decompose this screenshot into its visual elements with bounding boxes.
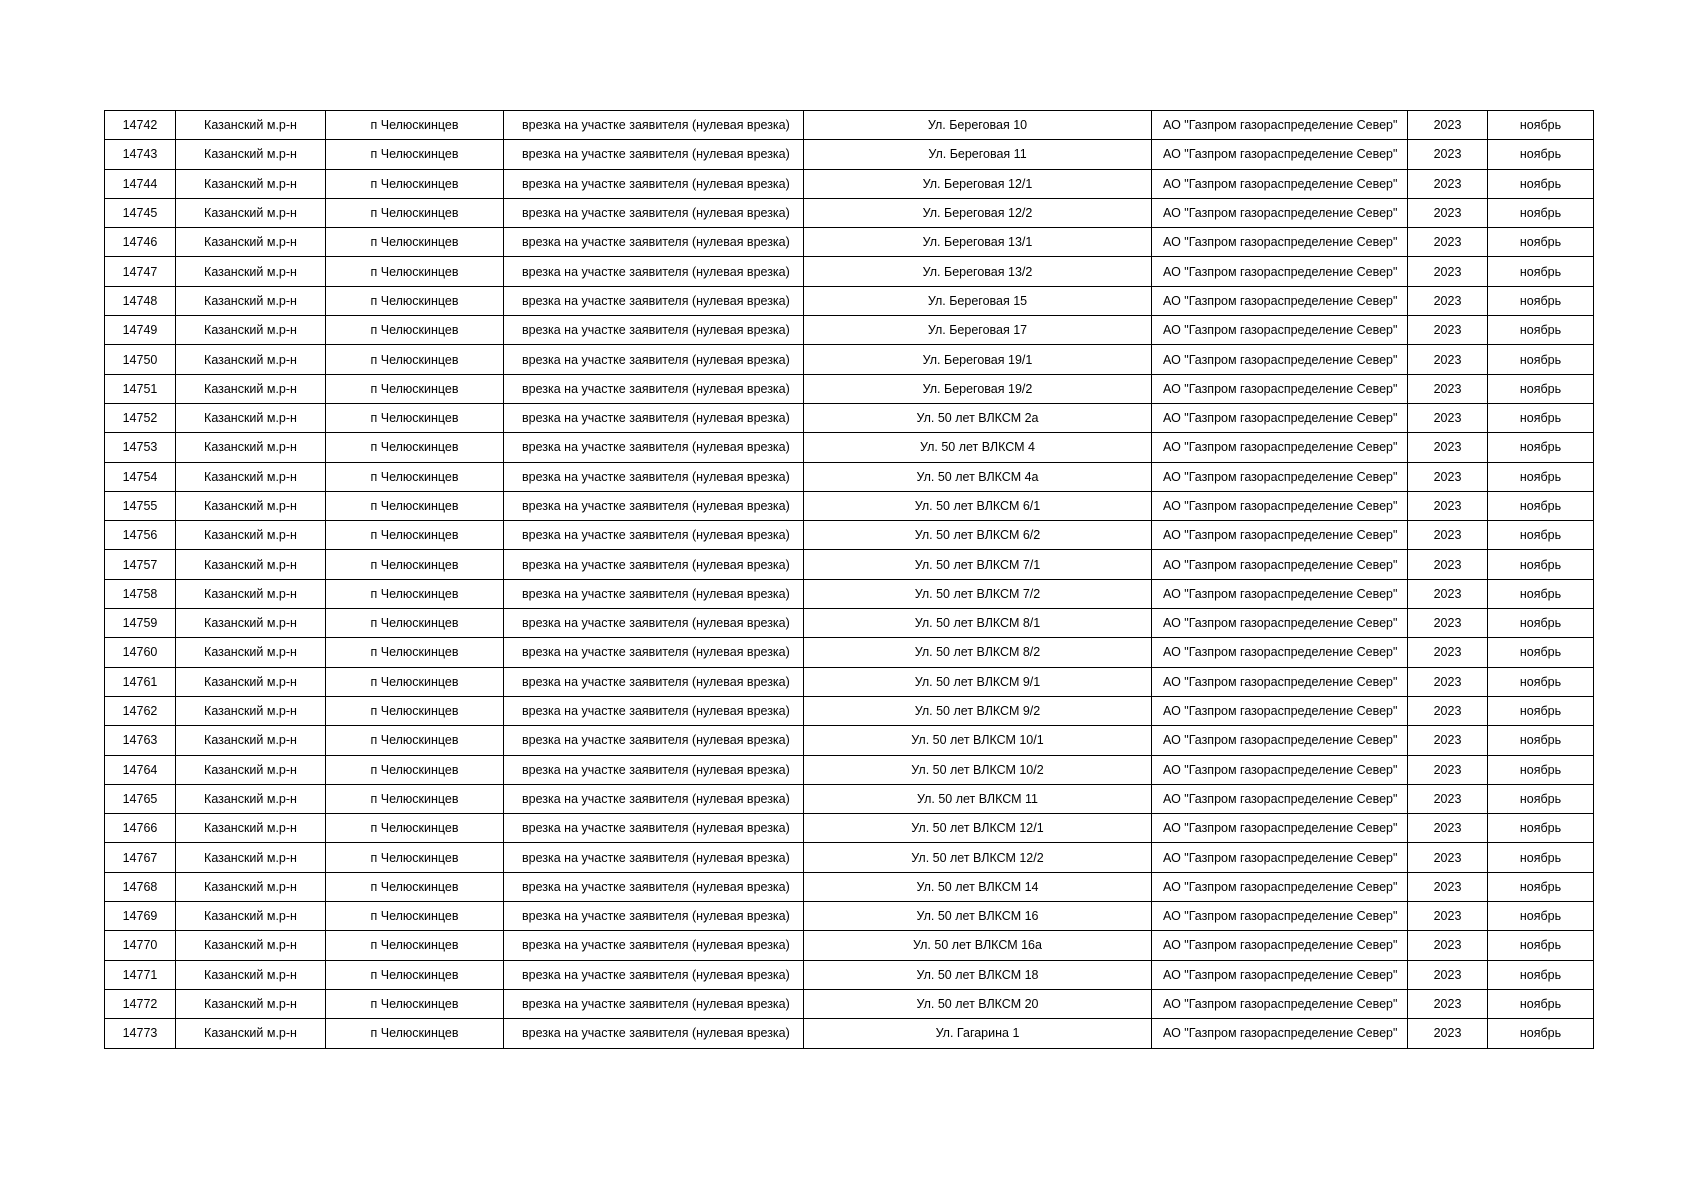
cell-record-number: 14757: [105, 550, 176, 579]
cell-work-type: врезка на участке заявителя (нулевая врезка): [504, 491, 804, 520]
table-row: [105, 403, 1594, 432]
cell-settlement: п Челюскинцев: [326, 755, 504, 784]
cell-address: Ул. 50 лет ВЛКСМ 8/2: [804, 638, 1152, 667]
table-row: [105, 960, 1594, 989]
cell-work-type: врезка на участке заявителя (нулевая врезка): [504, 140, 804, 169]
cell-organization: АО "Газпром газораспределение Север": [1152, 403, 1408, 432]
cell-year: 2023: [1408, 345, 1488, 374]
cell-record-number: 14752: [105, 403, 176, 432]
cell-organization: АО "Газпром газораспределение Север": [1152, 989, 1408, 1018]
cell-work-type: врезка на участке заявителя (нулевая врезка): [504, 316, 804, 345]
cell-year: 2023: [1408, 755, 1488, 784]
table-row: [105, 609, 1594, 638]
cell-organization: АО "Газпром газораспределение Север": [1152, 638, 1408, 667]
cell-district: Казанский м.р-н: [176, 931, 326, 960]
table-row: [105, 931, 1594, 960]
cell-year: 2023: [1408, 989, 1488, 1018]
cell-settlement: п Челюскинцев: [326, 843, 504, 872]
cell-work-type: врезка на участке заявителя (нулевая врезка): [504, 286, 804, 315]
cell-year: 2023: [1408, 228, 1488, 257]
table-row: [105, 521, 1594, 550]
table-row: [105, 550, 1594, 579]
table-row: [105, 726, 1594, 755]
cell-year: 2023: [1408, 931, 1488, 960]
table-row: [105, 374, 1594, 403]
cell-record-number: 14745: [105, 198, 176, 227]
cell-month: ноябрь: [1488, 433, 1594, 462]
cell-organization: АО "Газпром газораспределение Север": [1152, 726, 1408, 755]
cell-settlement: п Челюскинцев: [326, 169, 504, 198]
cell-record-number: 14767: [105, 843, 176, 872]
cell-district: Казанский м.р-н: [176, 579, 326, 608]
cell-address: Ул. Береговая 11: [804, 140, 1152, 169]
cell-settlement: п Челюскинцев: [326, 374, 504, 403]
cell-year: 2023: [1408, 609, 1488, 638]
cell-district: Казанский м.р-н: [176, 1019, 326, 1048]
cell-address: Ул. 50 лет ВЛКСМ 4а: [804, 462, 1152, 491]
cell-record-number: 14760: [105, 638, 176, 667]
cell-district: Казанский м.р-н: [176, 902, 326, 931]
table-row: [105, 638, 1594, 667]
cell-month: ноябрь: [1488, 609, 1594, 638]
cell-settlement: п Челюскинцев: [326, 814, 504, 843]
cell-organization: АО "Газпром газораспределение Север": [1152, 784, 1408, 813]
cell-settlement: п Челюскинцев: [326, 872, 504, 901]
cell-address: Ул. 50 лет ВЛКСМ 10/1: [804, 726, 1152, 755]
cell-organization: АО "Газпром газораспределение Север": [1152, 169, 1408, 198]
cell-settlement: п Челюскинцев: [326, 550, 504, 579]
cell-settlement: п Челюскинцев: [326, 111, 504, 140]
cell-work-type: врезка на участке заявителя (нулевая врезка): [504, 902, 804, 931]
table-row: [105, 902, 1594, 931]
cell-district: Казанский м.р-н: [176, 550, 326, 579]
cell-work-type: врезка на участке заявителя (нулевая врезка): [504, 403, 804, 432]
cell-year: 2023: [1408, 902, 1488, 931]
cell-organization: АО "Газпром газораспределение Север": [1152, 257, 1408, 286]
cell-district: Казанский м.р-н: [176, 638, 326, 667]
cell-year: 2023: [1408, 140, 1488, 169]
cell-organization: АО "Газпром газораспределение Север": [1152, 814, 1408, 843]
cell-record-number: 14765: [105, 784, 176, 813]
cell-settlement: п Челюскинцев: [326, 696, 504, 725]
table-row: [105, 814, 1594, 843]
table-row: [105, 316, 1594, 345]
cell-work-type: врезка на участке заявителя (нулевая врезка): [504, 550, 804, 579]
cell-settlement: п Челюскинцев: [326, 403, 504, 432]
cell-work-type: врезка на участке заявителя (нулевая врезка): [504, 198, 804, 227]
cell-settlement: п Челюскинцев: [326, 1019, 504, 1048]
table-row: [105, 784, 1594, 813]
register-body: [105, 111, 1594, 1049]
cell-month: ноябрь: [1488, 843, 1594, 872]
cell-year: 2023: [1408, 257, 1488, 286]
cell-work-type: врезка на участке заявителя (нулевая врезка): [504, 579, 804, 608]
cell-work-type: врезка на участке заявителя (нулевая врезка): [504, 228, 804, 257]
table-row: [105, 198, 1594, 227]
cell-address: Ул. 50 лет ВЛКСМ 6/2: [804, 521, 1152, 550]
cell-district: Казанский м.р-н: [176, 667, 326, 696]
cell-district: Казанский м.р-н: [176, 726, 326, 755]
cell-year: 2023: [1408, 433, 1488, 462]
cell-month: ноябрь: [1488, 784, 1594, 813]
cell-district: Казанский м.р-н: [176, 169, 326, 198]
cell-year: 2023: [1408, 960, 1488, 989]
cell-record-number: 14771: [105, 960, 176, 989]
cell-month: ноябрь: [1488, 169, 1594, 198]
table-row: [105, 872, 1594, 901]
table-row: [105, 755, 1594, 784]
cell-month: ноябрь: [1488, 696, 1594, 725]
cell-work-type: врезка на участке заявителя (нулевая врезка): [504, 696, 804, 725]
table-row: [105, 989, 1594, 1018]
cell-work-type: врезка на участке заявителя (нулевая врезка): [504, 169, 804, 198]
cell-address: Ул. 50 лет ВЛКСМ 16а: [804, 931, 1152, 960]
cell-district: Казанский м.р-н: [176, 960, 326, 989]
cell-organization: АО "Газпром газораспределение Север": [1152, 696, 1408, 725]
cell-address: Ул. Береговая 12/1: [804, 169, 1152, 198]
cell-district: Казанский м.р-н: [176, 491, 326, 520]
cell-settlement: п Челюскинцев: [326, 433, 504, 462]
cell-organization: АО "Газпром газораспределение Север": [1152, 140, 1408, 169]
cell-district: Казанский м.р-н: [176, 462, 326, 491]
cell-organization: АО "Газпром газораспределение Север": [1152, 579, 1408, 608]
cell-settlement: п Челюскинцев: [326, 228, 504, 257]
cell-record-number: 14762: [105, 696, 176, 725]
cell-record-number: 14766: [105, 814, 176, 843]
table-row: [105, 140, 1594, 169]
cell-year: 2023: [1408, 521, 1488, 550]
cell-settlement: п Челюскинцев: [326, 989, 504, 1018]
cell-address: Ул. Береговая 17: [804, 316, 1152, 345]
cell-year: 2023: [1408, 111, 1488, 140]
cell-work-type: врезка на участке заявителя (нулевая врезка): [504, 784, 804, 813]
cell-address: Ул. Береговая 10: [804, 111, 1152, 140]
cell-district: Казанский м.р-н: [176, 433, 326, 462]
cell-year: 2023: [1408, 286, 1488, 315]
table-row: [105, 228, 1594, 257]
cell-settlement: п Челюскинцев: [326, 198, 504, 227]
cell-month: ноябрь: [1488, 638, 1594, 667]
cell-district: Казанский м.р-н: [176, 228, 326, 257]
cell-settlement: п Челюскинцев: [326, 902, 504, 931]
cell-work-type: врезка на участке заявителя (нулевая врезка): [504, 1019, 804, 1048]
cell-settlement: п Челюскинцев: [326, 257, 504, 286]
cell-month: ноябрь: [1488, 960, 1594, 989]
cell-record-number: 14773: [105, 1019, 176, 1048]
cell-record-number: 14758: [105, 579, 176, 608]
cell-month: ноябрь: [1488, 872, 1594, 901]
cell-address: Ул. Береговая 15: [804, 286, 1152, 315]
cell-month: ноябрь: [1488, 198, 1594, 227]
table-row: [105, 579, 1594, 608]
cell-record-number: 14744: [105, 169, 176, 198]
cell-address: Ул. 50 лет ВЛКСМ 11: [804, 784, 1152, 813]
cell-settlement: п Челюскинцев: [326, 931, 504, 960]
cell-work-type: врезка на участке заявителя (нулевая врезка): [504, 989, 804, 1018]
cell-month: ноябрь: [1488, 257, 1594, 286]
cell-address: Ул. Береговая 12/2: [804, 198, 1152, 227]
cell-month: ноябрь: [1488, 374, 1594, 403]
cell-work-type: врезка на участке заявителя (нулевая врезка): [504, 638, 804, 667]
cell-record-number: 14756: [105, 521, 176, 550]
cell-settlement: п Челюскинцев: [326, 638, 504, 667]
cell-settlement: п Челюскинцев: [326, 726, 504, 755]
cell-organization: АО "Газпром газораспределение Север": [1152, 667, 1408, 696]
cell-district: Казанский м.р-н: [176, 989, 326, 1018]
cell-address: Ул. 50 лет ВЛКСМ 7/1: [804, 550, 1152, 579]
cell-settlement: п Челюскинцев: [326, 784, 504, 813]
cell-work-type: врезка на участке заявителя (нулевая врезка): [504, 462, 804, 491]
cell-month: ноябрь: [1488, 755, 1594, 784]
cell-work-type: врезка на участке заявителя (нулевая врезка): [504, 843, 804, 872]
cell-month: ноябрь: [1488, 228, 1594, 257]
cell-organization: АО "Газпром газораспределение Север": [1152, 111, 1408, 140]
cell-address: Ул. 50 лет ВЛКСМ 2а: [804, 403, 1152, 432]
cell-organization: АО "Газпром газораспределение Север": [1152, 550, 1408, 579]
cell-organization: АО "Газпром газораспределение Север": [1152, 345, 1408, 374]
cell-district: Казанский м.р-н: [176, 696, 326, 725]
cell-work-type: врезка на участке заявителя (нулевая врезка): [504, 960, 804, 989]
cell-record-number: 14764: [105, 755, 176, 784]
cell-district: Казанский м.р-н: [176, 198, 326, 227]
cell-settlement: п Челюскинцев: [326, 491, 504, 520]
cell-district: Казанский м.р-н: [176, 814, 326, 843]
cell-month: ноябрь: [1488, 814, 1594, 843]
cell-settlement: п Челюскинцев: [326, 140, 504, 169]
cell-organization: АО "Газпром газораспределение Север": [1152, 872, 1408, 901]
cell-year: 2023: [1408, 1019, 1488, 1048]
cell-district: Казанский м.р-н: [176, 755, 326, 784]
cell-year: 2023: [1408, 726, 1488, 755]
cell-address: Ул. Береговая 19/2: [804, 374, 1152, 403]
cell-year: 2023: [1408, 872, 1488, 901]
cell-month: ноябрь: [1488, 989, 1594, 1018]
cell-year: 2023: [1408, 491, 1488, 520]
cell-month: ноябрь: [1488, 550, 1594, 579]
cell-record-number: 14742: [105, 111, 176, 140]
cell-organization: АО "Газпром газораспределение Север": [1152, 462, 1408, 491]
cell-year: 2023: [1408, 316, 1488, 345]
cell-settlement: п Челюскинцев: [326, 316, 504, 345]
cell-organization: АО "Газпром газораспределение Север": [1152, 755, 1408, 784]
cell-settlement: п Челюскинцев: [326, 462, 504, 491]
cell-record-number: 14748: [105, 286, 176, 315]
cell-year: 2023: [1408, 814, 1488, 843]
cell-work-type: врезка на участке заявителя (нулевая врезка): [504, 931, 804, 960]
cell-organization: АО "Газпром газораспределение Север": [1152, 433, 1408, 462]
table-row: [105, 491, 1594, 520]
cell-work-type: врезка на участке заявителя (нулевая врезка): [504, 755, 804, 784]
cell-month: ноябрь: [1488, 140, 1594, 169]
cell-work-type: врезка на участке заявителя (нулевая врезка): [504, 521, 804, 550]
cell-organization: АО "Газпром газораспределение Север": [1152, 316, 1408, 345]
cell-year: 2023: [1408, 550, 1488, 579]
cell-address: Ул. 50 лет ВЛКСМ 6/1: [804, 491, 1152, 520]
cell-district: Казанский м.р-н: [176, 345, 326, 374]
cell-settlement: п Челюскинцев: [326, 667, 504, 696]
cell-record-number: 14743: [105, 140, 176, 169]
cell-work-type: врезка на участке заявителя (нулевая врезка): [504, 872, 804, 901]
cell-district: Казанский м.р-н: [176, 403, 326, 432]
cell-organization: АО "Газпром газораспределение Север": [1152, 931, 1408, 960]
cell-year: 2023: [1408, 403, 1488, 432]
cell-record-number: 14768: [105, 872, 176, 901]
cell-month: ноябрь: [1488, 931, 1594, 960]
cell-month: ноябрь: [1488, 1019, 1594, 1048]
cell-settlement: п Челюскинцев: [326, 286, 504, 315]
cell-district: Казанский м.р-н: [176, 316, 326, 345]
cell-year: 2023: [1408, 784, 1488, 813]
cell-address: Ул. 50 лет ВЛКСМ 16: [804, 902, 1152, 931]
table-row: [105, 1019, 1594, 1048]
table-row: [105, 345, 1594, 374]
cell-organization: АО "Газпром газораспределение Север": [1152, 198, 1408, 227]
cell-year: 2023: [1408, 374, 1488, 403]
cell-organization: АО "Газпром газораспределение Север": [1152, 228, 1408, 257]
cell-address: Ул. Береговая 19/1: [804, 345, 1152, 374]
cell-record-number: 14754: [105, 462, 176, 491]
cell-record-number: 14746: [105, 228, 176, 257]
cell-year: 2023: [1408, 579, 1488, 608]
cell-organization: АО "Газпром газораспределение Север": [1152, 843, 1408, 872]
cell-record-number: 14761: [105, 667, 176, 696]
cell-month: ноябрь: [1488, 345, 1594, 374]
cell-month: ноябрь: [1488, 902, 1594, 931]
cell-month: ноябрь: [1488, 726, 1594, 755]
cell-record-number: 14747: [105, 257, 176, 286]
cell-address: Ул. Береговая 13/2: [804, 257, 1152, 286]
cell-settlement: п Челюскинцев: [326, 345, 504, 374]
table-row: [105, 667, 1594, 696]
cell-year: 2023: [1408, 696, 1488, 725]
cell-address: Ул. 50 лет ВЛКСМ 18: [804, 960, 1152, 989]
cell-work-type: врезка на участке заявителя (нулевая врезка): [504, 374, 804, 403]
cell-district: Казанский м.р-н: [176, 784, 326, 813]
cell-organization: АО "Газпром газораспределение Север": [1152, 521, 1408, 550]
cell-year: 2023: [1408, 667, 1488, 696]
cell-month: ноябрь: [1488, 403, 1594, 432]
cell-month: ноябрь: [1488, 462, 1594, 491]
cell-month: ноябрь: [1488, 316, 1594, 345]
cell-address: Ул. 50 лет ВЛКСМ 9/2: [804, 696, 1152, 725]
cell-address: Ул. 50 лет ВЛКСМ 8/1: [804, 609, 1152, 638]
register-table: [104, 110, 1594, 1049]
cell-year: 2023: [1408, 462, 1488, 491]
cell-district: Казанский м.р-н: [176, 374, 326, 403]
cell-settlement: п Челюскинцев: [326, 960, 504, 989]
cell-year: 2023: [1408, 843, 1488, 872]
cell-organization: АО "Газпром газораспределение Север": [1152, 609, 1408, 638]
cell-month: ноябрь: [1488, 111, 1594, 140]
cell-address: Ул. Гагарина 1: [804, 1019, 1152, 1048]
cell-address: Ул. 50 лет ВЛКСМ 7/2: [804, 579, 1152, 608]
table-row: [105, 433, 1594, 462]
table-row: [105, 286, 1594, 315]
table-row: [105, 169, 1594, 198]
cell-work-type: врезка на участке заявителя (нулевая врезка): [504, 667, 804, 696]
cell-address: Ул. 50 лет ВЛКСМ 10/2: [804, 755, 1152, 784]
cell-record-number: 14753: [105, 433, 176, 462]
cell-address: Ул. 50 лет ВЛКСМ 9/1: [804, 667, 1152, 696]
cell-record-number: 14751: [105, 374, 176, 403]
cell-work-type: врезка на участке заявителя (нулевая врезка): [504, 111, 804, 140]
cell-work-type: врезка на участке заявителя (нулевая врезка): [504, 814, 804, 843]
cell-record-number: 14750: [105, 345, 176, 374]
cell-settlement: п Челюскинцев: [326, 579, 504, 608]
cell-record-number: 14755: [105, 491, 176, 520]
cell-month: ноябрь: [1488, 579, 1594, 608]
cell-month: ноябрь: [1488, 491, 1594, 520]
cell-work-type: врезка на участке заявителя (нулевая врезка): [504, 609, 804, 638]
cell-district: Казанский м.р-н: [176, 872, 326, 901]
cell-district: Казанский м.р-н: [176, 843, 326, 872]
cell-address: Ул. 50 лет ВЛКСМ 14: [804, 872, 1152, 901]
cell-district: Казанский м.р-н: [176, 609, 326, 638]
cell-settlement: п Челюскинцев: [326, 609, 504, 638]
table-row: [105, 111, 1594, 140]
cell-year: 2023: [1408, 638, 1488, 667]
cell-district: Казанский м.р-н: [176, 286, 326, 315]
cell-work-type: врезка на участке заявителя (нулевая врезка): [504, 726, 804, 755]
cell-record-number: 14759: [105, 609, 176, 638]
cell-district: Казанский м.р-н: [176, 257, 326, 286]
cell-address: Ул. 50 лет ВЛКСМ 12/2: [804, 843, 1152, 872]
table-row: [105, 462, 1594, 491]
cell-record-number: 14772: [105, 989, 176, 1018]
cell-record-number: 14763: [105, 726, 176, 755]
cell-month: ноябрь: [1488, 286, 1594, 315]
cell-organization: АО "Газпром газораспределение Север": [1152, 902, 1408, 931]
cell-record-number: 14770: [105, 931, 176, 960]
cell-work-type: врезка на участке заявителя (нулевая врезка): [504, 433, 804, 462]
cell-address: Ул. 50 лет ВЛКСМ 4: [804, 433, 1152, 462]
cell-settlement: п Челюскинцев: [326, 521, 504, 550]
cell-work-type: врезка на участке заявителя (нулевая врезка): [504, 345, 804, 374]
cell-organization: АО "Газпром газораспределение Север": [1152, 374, 1408, 403]
cell-organization: АО "Газпром газораспределение Север": [1152, 286, 1408, 315]
cell-record-number: 14769: [105, 902, 176, 931]
cell-month: ноябрь: [1488, 521, 1594, 550]
cell-organization: АО "Газпром газораспределение Север": [1152, 491, 1408, 520]
table-row: [105, 257, 1594, 286]
cell-work-type: врезка на участке заявителя (нулевая врезка): [504, 257, 804, 286]
table-row: [105, 696, 1594, 725]
cell-month: ноябрь: [1488, 667, 1594, 696]
cell-organization: АО "Газпром газораспределение Север": [1152, 960, 1408, 989]
cell-organization: АО "Газпром газораспределение Север": [1152, 1019, 1408, 1048]
cell-district: Казанский м.р-н: [176, 521, 326, 550]
cell-district: Казанский м.р-н: [176, 111, 326, 140]
cell-address: Ул. 50 лет ВЛКСМ 12/1: [804, 814, 1152, 843]
cell-year: 2023: [1408, 198, 1488, 227]
cell-record-number: 14749: [105, 316, 176, 345]
cell-year: 2023: [1408, 169, 1488, 198]
cell-district: Казанский м.р-н: [176, 140, 326, 169]
table-row: [105, 843, 1594, 872]
cell-address: Ул. 50 лет ВЛКСМ 20: [804, 989, 1152, 1018]
cell-address: Ул. Береговая 13/1: [804, 228, 1152, 257]
